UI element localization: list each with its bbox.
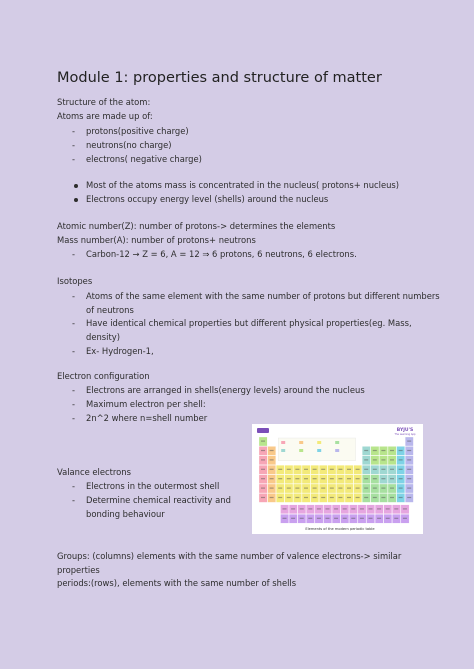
element-cell-mark (377, 508, 381, 509)
element-cell-mark (364, 459, 368, 460)
element-cell-mark (278, 478, 282, 479)
element-cell-mark (390, 478, 394, 479)
element-cell-mark (373, 469, 377, 470)
byjus-logo-subtitle: The Learning App (394, 433, 416, 436)
element-cell-mark (330, 488, 334, 489)
atoms-intro: Atoms are made up of: (57, 111, 153, 121)
element-cell-mark (261, 478, 265, 479)
element-cell-mark (381, 459, 385, 460)
element-cell-mark (338, 469, 342, 470)
element-cell-mark (377, 518, 381, 519)
element-cell-mark (364, 497, 368, 498)
element-cell-mark (407, 459, 411, 460)
element-cell-mark (261, 488, 265, 489)
dash-marker: - (72, 318, 76, 328)
element-cell-mark (270, 459, 274, 460)
element-cell-mark (390, 450, 394, 451)
valance-item: bonding behaviour (86, 509, 165, 519)
element-cell-mark (356, 497, 360, 498)
element-cell-mark (283, 518, 287, 519)
element-cell-mark (334, 508, 338, 509)
element-cell-mark (261, 469, 265, 470)
element-cell-mark (338, 497, 342, 498)
element-cell-mark (343, 518, 347, 519)
element-cell-mark (364, 469, 368, 470)
element-cell-mark (261, 441, 265, 442)
legend-box (278, 438, 355, 461)
groups-line-continued: properties (57, 565, 100, 575)
bullet-item: Most of the atoms mass is concentrated in the nucleus( protons+ nucleus) (86, 180, 400, 190)
element-cell-mark (278, 497, 282, 498)
bullet-item: Electrons occupy energy level (shells) around the nucleus (86, 194, 329, 204)
electron-heading: Electron configuration (57, 371, 150, 381)
atomic-number-line: Atomic number(Z): number of protons-> determines the elements (57, 221, 336, 231)
element-cell-mark (270, 478, 274, 479)
isotopes-heading: Isotopes (57, 276, 93, 286)
legend-swatch (317, 449, 321, 452)
dash-marker: - (72, 413, 76, 423)
element-cell-mark (300, 518, 304, 519)
element-cell-mark (330, 497, 334, 498)
dash-marker: - (72, 481, 76, 491)
legend-swatch (299, 441, 303, 444)
element-cell-mark (390, 497, 394, 498)
element-cell-mark (295, 497, 299, 498)
dash-marker: - (72, 291, 76, 301)
element-cell-mark (347, 478, 351, 479)
dash-marker: - (72, 346, 76, 356)
element-cell-mark (364, 488, 368, 489)
particle-item: electrons( negative charge) (86, 154, 202, 164)
particle-item: protons(positive charge) (86, 126, 189, 136)
element-cell-mark (321, 488, 325, 489)
periodic-table-cells (259, 437, 413, 523)
element-cell-mark (343, 508, 347, 509)
element-cell-mark (295, 488, 299, 489)
element-cell-mark (399, 488, 403, 489)
element-cell-mark (369, 518, 373, 519)
periodic-table-image (252, 424, 423, 534)
structure-heading: Structure of the atom: (57, 97, 151, 107)
isotope-item: Have identical chemical properties but different physical properties(eg. Mass, (86, 318, 412, 328)
legend-swatch (335, 441, 339, 444)
element-cell-mark (381, 478, 385, 479)
electron-item: Maximum electron per shell: (86, 399, 206, 409)
element-cell-mark (386, 518, 390, 519)
legend-swatch (281, 441, 285, 444)
legend-swatch (317, 441, 321, 444)
element-cell-mark (304, 469, 308, 470)
groups-line: Groups: (columns) elements with the same number of valence electrons-> similar (57, 551, 402, 561)
element-cell-mark (381, 450, 385, 451)
mass-number-line: Mass number(A): number of protons+ neutrons (57, 235, 256, 245)
element-cell-mark (407, 497, 411, 498)
element-cell-mark (321, 478, 325, 479)
element-cell-mark (313, 469, 317, 470)
element-cell-mark (407, 478, 411, 479)
isotope-item: Atoms of the same element with the same number of protons but different numbers (86, 291, 440, 301)
element-cell-mark (399, 450, 403, 451)
dash-marker: - (72, 126, 76, 136)
element-cell-mark (364, 478, 368, 479)
bullet-dot (74, 184, 78, 188)
table-header-tab (257, 428, 269, 433)
element-cell-mark (390, 459, 394, 460)
element-cell-mark (407, 488, 411, 489)
element-cell-mark (334, 518, 338, 519)
byjus-logo-text: BYJU'S (396, 428, 414, 433)
element-cell-mark (356, 488, 360, 489)
dash-marker: - (72, 154, 76, 164)
element-cell-mark (381, 469, 385, 470)
element-cell-mark (304, 497, 308, 498)
element-cell-mark (321, 469, 325, 470)
element-cell-mark (308, 518, 312, 519)
legend-swatch (335, 449, 339, 452)
isotope-item: of neutrons (86, 305, 134, 315)
element-cell-mark (287, 469, 291, 470)
dash-marker: - (72, 495, 76, 505)
periodic-table-caption: Elements of the modern periodic table (305, 527, 375, 531)
element-cell-mark (270, 469, 274, 470)
element-cell-mark (313, 478, 317, 479)
element-cell-mark (407, 469, 411, 470)
element-cell-mark (351, 518, 355, 519)
element-cell-mark (291, 518, 295, 519)
dash-marker: - (72, 140, 76, 150)
element-cell-mark (347, 469, 351, 470)
element-cell-mark (373, 459, 377, 460)
element-cell-mark (373, 450, 377, 451)
particle-item: neutrons(no charge) (86, 140, 172, 150)
legend-swatch (299, 449, 303, 452)
bullet-dot (74, 198, 78, 202)
element-cell-mark (394, 508, 398, 509)
element-cell-mark (407, 441, 411, 442)
element-cell-mark (326, 508, 330, 509)
valance-heading: Valance electrons (57, 467, 131, 477)
element-cell-mark (399, 497, 403, 498)
element-cell-mark (399, 469, 403, 470)
carbon-example: Carbon-12 → Z = 6, A = 12 ⇒ 6 protons, 6 neutrons, 6 electrons. (86, 249, 357, 259)
element-cell-mark (373, 488, 377, 489)
element-cell-mark (338, 478, 342, 479)
element-cell-mark (373, 478, 377, 479)
valance-item: Determine chemical reactivity and (86, 495, 231, 505)
element-cell-mark (308, 508, 312, 509)
element-cell-mark (338, 488, 342, 489)
element-cell-mark (326, 518, 330, 519)
element-cell-mark (407, 450, 411, 451)
element-cell-mark (356, 469, 360, 470)
element-cell-mark (295, 478, 299, 479)
element-cell-mark (394, 518, 398, 519)
valance-item: Electrons in the outermost shell (86, 481, 220, 491)
periods-line: periods:(rows), elements with the same number of shells (57, 578, 297, 588)
element-cell-mark (403, 508, 407, 509)
periodic-table-graphic (252, 424, 423, 534)
element-cell-mark (399, 478, 403, 479)
element-cell-mark (330, 478, 334, 479)
element-cell-mark (278, 469, 282, 470)
element-cell-mark (300, 508, 304, 509)
electron-item: Electrons are arranged in shells(energy levels) around the nucleus (86, 385, 365, 395)
element-cell-mark (291, 508, 295, 509)
element-cell-mark (287, 478, 291, 479)
page-title: Module 1: properties and structure of matter (57, 70, 382, 86)
element-cell-mark (356, 478, 360, 479)
element-cell-mark (287, 497, 291, 498)
element-cell-mark (261, 459, 265, 460)
element-cell-mark (386, 508, 390, 509)
element-cell-mark (390, 469, 394, 470)
element-cell-mark (313, 497, 317, 498)
element-cell-mark (403, 518, 407, 519)
element-cell-mark (381, 488, 385, 489)
element-cell-mark (321, 497, 325, 498)
element-cell-mark (317, 518, 321, 519)
element-cell-mark (381, 497, 385, 498)
element-cell-mark (360, 518, 364, 519)
isotope-item: Ex- Hydrogen-1, (86, 346, 154, 356)
element-cell-mark (287, 488, 291, 489)
dash-marker: - (72, 385, 76, 395)
element-cell-mark (270, 497, 274, 498)
element-cell-mark (364, 450, 368, 451)
legend-swatch (281, 449, 285, 452)
dash-marker: - (72, 249, 76, 259)
element-cell-mark (304, 478, 308, 479)
element-cell-mark (360, 508, 364, 509)
element-cell-mark (304, 488, 308, 489)
element-cell-mark (347, 488, 351, 489)
element-cell-mark (317, 508, 321, 509)
element-cell-mark (373, 497, 377, 498)
element-cell-mark (278, 488, 282, 489)
element-cell-mark (270, 450, 274, 451)
element-cell-mark (351, 508, 355, 509)
electron-item: 2n^2 where n=shell number (86, 413, 208, 423)
element-cell-mark (261, 497, 265, 498)
element-cell-mark (295, 469, 299, 470)
element-cell-mark (390, 488, 394, 489)
element-cell-mark (283, 508, 287, 509)
element-cell-mark (261, 450, 265, 451)
element-cell-mark (399, 459, 403, 460)
element-cell-mark (369, 508, 373, 509)
element-cell-mark (347, 497, 351, 498)
dash-marker: - (72, 399, 76, 409)
element-cell-mark (270, 488, 274, 489)
element-cell-mark (313, 488, 317, 489)
element-cell-mark (330, 469, 334, 470)
isotope-item: density) (86, 332, 120, 342)
